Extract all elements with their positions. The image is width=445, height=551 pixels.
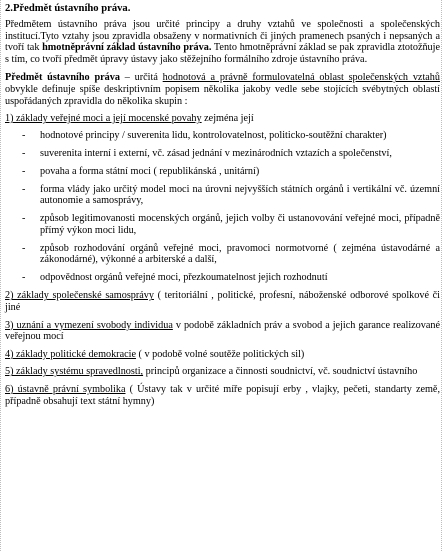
item-6-text: ( Ústavy tak v určité míře popisují erby , vlajky, pečeti, standarty země, případně obsahují text státní hymny) [5,383,441,407]
bullet-item: - povaha a forma státní moci ( republikánská , unitární) [5,166,440,178]
intro-paragraph [5,19,440,65]
item-2-title: 2) základy společenské samosprávy [5,290,154,302]
item-5-title: 5) základy systému spravedlnosti, [5,366,144,378]
intro-text: Předmětem ústavního práva jsou určité principy a druhy vztahů ve společnosti a společenských institucí.Tyto vztahy jsou zpravidla obsaženy v normativních či jiných pramenech psaných i nepsaných a tvoří tak [5,19,440,54]
bullet-item: - forma vlády jako určitý model moci na úrovni nejvyšších státních orgánů i vertikální vč. územní autonomie a samosprávy, [5,184,440,207]
intro-bold-term: hmotněprávní základ ústavního práva. [42,42,212,54]
item-5-text: principů organizace a činnosti soudnictví, vč. soudnictví ústavního [143,366,418,378]
bullet-item: - hodnotové principy / suverenita lidu, kontrolovatelnost, politicko-soutěžní charakter) [5,130,440,142]
bullet-item: - suverenita interní i externí, vč. zásad jednání v mezinárodních vztazích a společenství, [5,148,440,160]
list-item-1 [5,113,440,125]
item-6-title: 6) ústavně právní symbolika [5,383,126,395]
list-item-2 [5,290,440,313]
definition-dash: – určitá [119,72,163,84]
definition-term: Předmět ústavního práva [5,72,120,84]
item-1-text: zejména její [201,113,254,125]
list-item-6 [5,384,440,407]
section-heading: 2.Předmět ústavního práva. [5,3,131,14]
intro-tail: Tento hmotněprávní základ se pak zpravidla ztotožňuje s tím, co tvoří předmět úpravy ústavy jako stěžejního formálního zdroje ústavního práva. [5,42,441,65]
definition-tail: obvykle definuje spíše deskriptivním popisem několika jakoby vedle sebe stojících svébytných oblastí uspořádaných zpravidla do několika skupin : [5,83,440,107]
bullet-list [5,130,440,284]
bullet-item: - způsob rozhodování orgánů veřejné moci, pravomoci normotvorné ( zejména ústavodárné a zákonodárné), výkonné a arbiterské a další, [5,243,440,266]
bullet-item: - odpovědnost orgánů veřejné moci, přezkoumatelnost jejich rozhodnutí [5,272,440,284]
item-3-title: 3) uznání a vymezení svobody individua [5,319,173,331]
definition-underlined: hodnotová a právně formulovatelná oblast společenských vztahů [162,72,440,84]
item-1-title: 1) základy veřejné moci a její mocenské povahy [5,113,202,125]
list-item-4 [5,349,440,361]
list-item-5 [5,366,440,378]
item-3-text: v podobě základních práv a svobod a jejich garance realizované veřejnou mocí [5,319,440,343]
bullet-item: - způsob legitimovanosti mocenských orgánů, jejich volby či ustanovování veřejné moci, případně přímý výkon moci lidu, [5,213,440,236]
definition-paragraph [5,72,440,107]
item-4-text: ( v podobě volné soutěže politických sil) [135,348,305,360]
item-2-text: ( teritoriální , politické, profesní, náboženské odborové spolkové či jiné [5,290,440,314]
item-4-title: 4) základy politické demokracie [5,348,136,360]
list-item-3 [5,320,440,343]
